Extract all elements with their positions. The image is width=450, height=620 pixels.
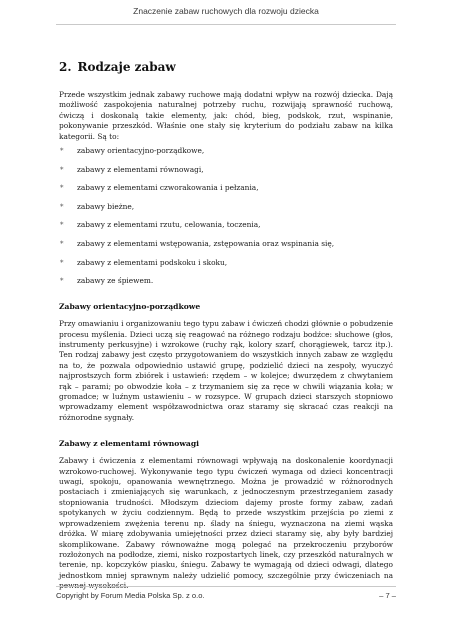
- list-item: [59, 146, 393, 156]
- list-item-text: zabawy z elementami rzutu, celowania, toczenia,: [77, 220, 261, 230]
- list-item-text: zabawy z elementami wstępowania, zstępowania oraz wspinania się,: [77, 239, 335, 248]
- list-item-text: zabawy bieżne,: [77, 201, 135, 211]
- list-item: [59, 183, 393, 193]
- bullet-star-icon: *: [60, 277, 64, 286]
- zabawy-category-list: [59, 146, 393, 286]
- footer-copyright: Copyright by Forum Media Polska Sp. z o.o.: [56, 591, 205, 600]
- bullet-star-icon: *: [60, 202, 64, 211]
- bullet-star-icon: *: [60, 147, 64, 156]
- subsection-heading-rownowagi: Zabawy z elementami równowagi: [59, 439, 200, 449]
- bullet-star-icon: *: [60, 165, 64, 174]
- bullet-star-icon: *: [60, 240, 64, 248]
- page-number: – 7 –: [379, 591, 396, 600]
- list-item-text: zabawy z elementami podskoku i skoku,: [77, 257, 228, 267]
- subsection-paragraph-rownowagi: Zabawy i ćwiczenia z elementami równowagi wpływają na doskonalenie koordynacji wzrokowo-ruchowej. Wykonywanie tego typu ćwiczeń wymaga od dzieci koncentracji uwagi, spokoju, opanowania wewnętrznego. Można je prowadzić w różnorodnych postaciach i zmieniających się warunkach, z jednoczesnym przestrzeganiem zasady stopniowania trudności. Młodszym dzieciom dajemy proste formy zabaw, zadań spotykanych w życiu codziennym. Będą to przede wszystkim przejścia po ziemi z wprowadzeniem zwężenia terenu np. ślady na śniegu, wyznaczona na ziemi wąska dróżka. W miarę zdobywania umiejętności przez dzieci staramy się, aby były bardziej skomplikowane. Zabawy równoważne mogą polegać na przekroczeniu przyborów rozłożonych na podłodze, ziemi, nisko rozpostartych linek, czy przeszkód naturalnych w terenie, np. kopczyków piasku, śniegu. Zabawy te wymagają od dzieci odwagi, dlatego jednostkom mniej sprawnym należy udzielić pomocy, szczególnie przy ćwiczeniach na pewnej wysokości.: [59, 456, 393, 591]
- list-item: [59, 276, 393, 286]
- list-item-text: zabawy orientacyjno-porządkowe,: [77, 146, 205, 156]
- bullet-star-icon: *: [60, 184, 64, 193]
- page-content: [59, 60, 393, 592]
- list-item-text: zabawy z elementami czworakowania i pełzania,: [77, 183, 259, 193]
- section-heading: [59, 60, 393, 74]
- header-divider: [56, 24, 396, 25]
- running-header: Znaczenie zabaw ruchowych dla rozwoju dziecka: [133, 6, 319, 16]
- list-item-text: zabawy ze śpiewem.: [77, 276, 154, 286]
- subsection-heading-orientacyjno: Zabawy orientacyjno-porządkowe: [59, 302, 201, 312]
- intro-paragraph: Przede wszystkim jednak zabawy ruchowe mają dodatni wpływ na rozwój dziecka. Dają możliwość zaspokojenia naturalnej potrzeby ruchu, rozwijają sprawność ruchową, ćwiczą i doskonalą takie elementy, jak: chód, bieg, podskok, rzut, wspinanie, pokonywanie przeszkód. Właśnie one stały się kryterium do podziału zabaw na kilka kategorii. Są to:: [59, 90, 393, 141]
- footer-divider: [56, 586, 396, 587]
- list-item: [59, 239, 393, 249]
- list-item: [59, 165, 393, 175]
- section-title: Rodzaje zabaw: [77, 60, 176, 74]
- section-number: 2.: [59, 60, 72, 74]
- bullet-star-icon: *: [60, 258, 64, 267]
- list-item: [59, 258, 393, 268]
- bullet-star-icon: *: [60, 221, 64, 230]
- list-item: [59, 220, 393, 230]
- list-item-text: zabawy z elementami równowagi,: [77, 164, 204, 174]
- list-item: [59, 202, 393, 212]
- subsection-paragraph-orientacyjno: Przy omawianiu i organizowaniu tego typu zabaw i ćwiczeń chodzi głównie o pobudzenie procesu myślenia. Dzieci uczą się reagować na różnego rodzaju bodźce: słuchowe (głos, instrumenty perkusyjne) i wzrokowe (ruchy rąk, kolory szarf, chorągiewek, tarcz itp.). Ten rodzaj zabawy jest często przygotowaniem do wszystkich innych zabaw ze względu na to, że pozwala odpowiednio ustawić grupę, podzielić dzieci na zespoły, wyuczyć najprostszych form zbiórek i ustawień: rzędem – w kolejce; dwurzędem z chwytaniem rąk – parami; po obwodzie koła – z trzymaniem się za ręce w chwili wiązania koła; w gromadce; w luźnym ustawieniu – w rozsypce. W grupach dzieci starszych stopniowo wprowadzamy element współzawodnictwa oraz staramy się skracać czas reakcji na różnorodne sygnały.: [59, 319, 393, 422]
